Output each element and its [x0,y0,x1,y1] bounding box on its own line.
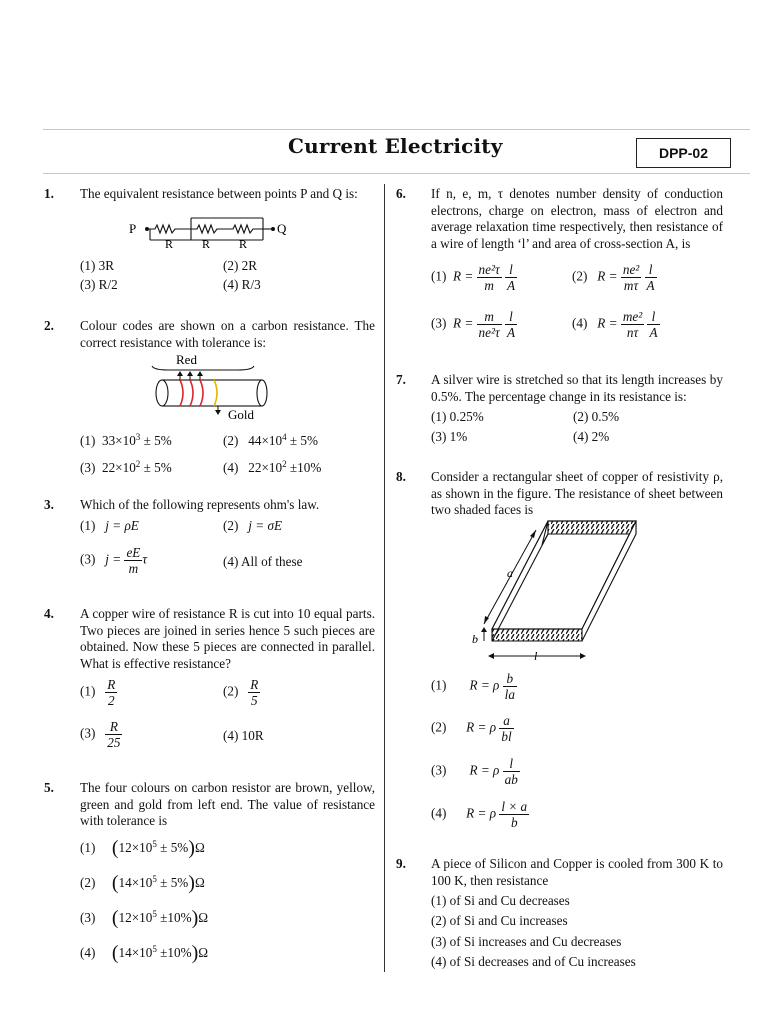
q3-text: Which of the following represents ohm's law. [80,497,320,512]
q1-point-q: Q [277,221,287,236]
q8-option-2-denominator: bl [501,729,512,744]
q8-sheet-figure [466,514,656,664]
q5-option-2-unit: Ω [194,875,205,890]
q1-option-1[interactable]: (1) 3R [80,258,115,273]
q8-option-4-lhs: R = ρ [466,805,497,821]
q6-option-1-frac-a [477,262,502,293]
q8-option-2-number: (2) [431,719,447,735]
q5-option-4-value: 14×10 [118,945,153,960]
q1-option-3[interactable]: (3) R/2 [80,277,118,292]
q8-option-3-lhs: R = ρ [469,762,500,778]
q6-option-3-lhs: R = [452,315,474,331]
q8-option-1-lhs: R = ρ [469,677,500,693]
q2-label-gold: Gold [228,407,254,422]
q8-option-4-fraction [499,799,529,830]
q9-number: 9. [396,856,406,871]
q8-option-2-lhs: R = ρ [466,719,497,735]
header-bottom-rule [43,173,750,174]
q8-label-l: l [534,649,538,663]
q5-option-2-exp: 5 [152,874,157,884]
q5-option-4-rparen: ) [191,942,199,964]
q6-option-1-number: (1) [431,268,447,284]
q6-option-2-num-b: l [645,262,657,278]
q1-option-2[interactable]: (2) 2R [223,258,258,273]
q6-option-4-frac-a [621,309,644,340]
q5-option-4-unit: Ω [198,945,209,960]
q2-option-2-tol: ± 5% [286,433,319,448]
q5-option-3-unit: Ω [198,910,209,925]
q6-option-3[interactable] [431,309,517,340]
q6-option-1-lhs: R = [452,268,474,284]
q8-option-1[interactable] [431,671,517,702]
q6-option-4-den-a: nτ [626,325,639,340]
q4-option-3-fraction [105,719,122,750]
q8-option-1-number: (1) [431,677,447,693]
q3-option-3-lhs: j = [105,551,122,567]
q8-option-1-numerator: b [503,671,517,687]
q6-option-2-lhs: R = [597,268,618,284]
q9-option-3[interactable]: (3) of Si increases and Cu decreases [431,934,622,949]
q2-option-1-value: 33×10 [101,433,136,448]
q2-option-4-tol: ±10% [286,460,322,475]
q5-option-3-rparen: ) [191,907,199,929]
q8-option-3[interactable] [431,756,520,787]
q6-option-4-lhs: R = [597,315,618,331]
q2-option-1[interactable] [80,433,172,450]
q5-option-1-value: 12×10 [118,840,153,855]
q9-text: A piece of Silicon and Copper is cooled from 300 K to 100 K, then resistance [431,856,723,888]
q8-option-4[interactable] [431,799,529,830]
q2-option-2-value: 44×10 [248,433,283,448]
q4-option-3[interactable] [80,719,122,750]
q3-option-4[interactable]: (4) All of these [223,554,303,569]
q6-option-3-frac-b [505,309,517,340]
q2-label-red: Red [176,352,197,367]
q8-label-a: a [507,566,513,580]
q8-option-2-numerator: a [499,713,513,729]
q1-number: 1. [44,186,54,201]
q3-option-3-tau: τ [142,551,148,567]
q5-option-4[interactable] [80,942,209,964]
q6-option-2-num-a: ne² [622,262,640,277]
q5-option-4-lparen: ( [111,942,119,964]
q2-option-1-number: (1) [80,433,96,448]
q3-option-1-formula: j = ρE [105,518,139,533]
q3-option-1-number: (1) [80,518,96,533]
q6-option-3-den-b: A [506,325,516,340]
q9-option-4[interactable]: (4) of Si decreases and of Cu increases [431,954,636,969]
q3-option-2-formula: j = σE [248,518,282,533]
q6-option-4-den-b: A [649,325,658,340]
q6-option-2-number: (2) [572,268,588,284]
q7-option-2[interactable]: (2) 0.5% [573,409,620,424]
q5-option-3-value: 12×10 [118,910,153,925]
q9-option-1[interactable]: (1) of Si and Cu decreases [431,893,570,908]
q1-option-4[interactable]: (4) R/3 [223,277,261,292]
q5-option-2-tol: ± 5% [156,875,189,890]
q3-option-2[interactable] [223,518,282,535]
q1-label-r2: R [202,237,211,249]
q4-option-2-numerator: R [250,677,259,692]
q6-option-2-den-b: A [646,278,655,293]
q2-resistor-figure [148,352,278,424]
column-divider [384,184,385,972]
q4-option-3-denominator: 25 [107,735,121,750]
q5-option-1-lparen: ( [111,837,119,859]
q4-text: A copper wire of resistance R is cut into 10 equal parts. Two pieces are joined in series hence 5 such pieces are obtained. Now these 5 pieces are connected in parallel. What is effective resistance? [80,606,375,671]
q6-option-3-den-a: ne²τ [478,325,500,340]
q3-option-3-numerator: eE [126,545,141,560]
q5-option-1-unit: Ω [194,840,205,855]
q2-option-3-number: (3) [80,460,96,475]
q5-option-1-number: (1) [80,840,96,855]
q8-number: 8. [396,469,406,484]
q5-option-2-number: (2) [80,875,96,890]
q4-option-1-fraction [105,677,117,708]
q3-number: 3. [44,497,54,512]
q8-option-2[interactable] [431,713,514,744]
q2-option-1-exp: 3 [135,432,141,442]
q7-option-4[interactable]: (4) 2% [573,429,610,444]
q5-option-3-tol: ±10% [156,910,192,925]
q1-point-p: P [129,221,137,236]
q6-option-3-frac-a [477,309,502,340]
q4-option-2-number: (2) [223,683,239,699]
q7-text: A silver wire is stretched so that its length increases by 0.5%. The percentage change in its resistance is: [431,372,723,404]
q5-option-3[interactable] [80,907,209,929]
q8-option-3-denominator: ab [504,772,518,787]
q5-option-2-rparen: ) [188,872,195,894]
q5-option-1-rparen: ) [188,837,195,859]
q3-option-3-number: (3) [80,551,96,567]
q5-option-3-exp: 5 [152,909,157,919]
q8-option-3-numerator: l [503,756,520,772]
q2-option-3[interactable] [80,460,172,477]
q8-option-3-number: (3) [431,762,447,778]
q6-option-3-number: (3) [431,315,447,331]
q6-option-2-den-a: mτ [623,278,639,293]
q3-option-2-number: (2) [223,518,239,533]
q9-option-2[interactable]: (2) of Si and Cu increases [431,913,568,928]
q8-text: Consider a rectangular sheet of copper of resistivity ρ, as shown in the figure. The resistance of sheet between two shaded faces is [431,469,723,517]
q6-option-4-num-a: me² [622,309,643,324]
q4-option-3-number: (3) [80,725,96,741]
q3-option-1[interactable] [80,518,139,535]
page-title: Current Electricity [288,134,503,158]
q3-option-3-denominator: m [128,561,139,576]
q1-label-r1: R [165,237,174,249]
header-top-rule [43,129,750,130]
q5-option-2-value: 14×10 [118,875,153,890]
q5-number: 5. [44,780,54,795]
q2-option-4-number: (4) [223,460,239,475]
q5-option-1[interactable] [80,837,205,859]
q2-option-4[interactable] [223,460,321,477]
q6-option-4[interactable] [572,309,660,340]
q4-option-4[interactable]: (4) 10R [223,728,264,743]
q2-option-2[interactable] [223,433,318,450]
q6-option-2-frac-b [645,262,657,293]
q5-option-4-number: (4) [80,945,96,960]
q6-option-1-frac-b [505,262,517,293]
q8-option-3-fraction [503,756,520,787]
q2-option-2-exp: 4 [282,432,287,442]
q4-option-2-denominator: 5 [251,693,258,708]
q4-number: 4. [44,606,54,621]
q4-option-3-numerator: R [105,719,122,735]
q6-text: If n, e, m, τ denotes number density of conduction electrons, charge on electron, mass of electron and average relaxation time respectively, then resistance of a wire of length ‘l’ and area of cross-section A, is [431,186,723,251]
q5-option-3-lparen: ( [111,907,119,929]
q2-number: 2. [44,318,54,333]
q5-option-2[interactable] [80,872,205,894]
q6-option-3-num-a: m [477,309,502,325]
q4-option-1-denominator: 2 [108,693,115,708]
q8-option-2-fraction [499,713,513,744]
q4-option-1[interactable] [80,677,117,708]
q2-text: Colour codes are shown on a carbon resistance. The correct resistance with tolerance is: [80,318,375,350]
q6-option-1-den-b: A [506,278,516,293]
q8-option-4-numerator: l × a [501,799,528,814]
q2-option-4-exp: 2 [282,459,287,469]
q2-option-4-value: 22×10 [248,460,283,475]
q6-option-4-num-b: l [647,309,659,325]
q6-option-4-number: (4) [572,315,588,331]
q5-option-1-exp: 5 [152,839,157,849]
q2-option-3-value: 22×10 [101,460,136,475]
dpp-badge: DPP-02 [636,138,731,168]
q3-option-3-fraction [124,545,142,576]
q8-option-1-fraction [503,671,517,702]
q6-option-1-num-a: ne²τ [478,262,500,277]
q4-option-2[interactable] [223,677,260,708]
q2-option-2-number: (2) [223,433,239,448]
q2-option-3-tol: ± 5% [140,460,172,475]
q1-circuit-figure [125,215,295,249]
q4-option-1-number: (1) [80,683,96,699]
q5-option-4-exp: 5 [152,944,157,954]
q2-option-3-exp: 2 [135,459,141,469]
q5-option-3-number: (3) [80,910,96,925]
q7-number: 7. [396,372,406,387]
q8-option-4-number: (4) [431,805,447,821]
q1-label-r3: R [239,237,248,249]
q8-label-b: b [472,632,478,646]
q4-option-1-numerator: R [107,677,116,692]
q6-option-4-frac-b [647,309,659,340]
q7-option-1[interactable]: (1) 0.25% [431,409,484,424]
q4-option-2-fraction [248,677,260,708]
q8-option-4-denominator: b [510,815,518,830]
q5-option-2-lparen: ( [111,872,119,894]
q6-option-3-num-b: l [505,309,517,325]
q8-option-1-denominator: la [504,687,515,702]
q6-option-1-den-a: m [484,278,494,293]
q6-option-1[interactable] [431,262,517,293]
q2-option-1-tol: ± 5% [140,433,172,448]
q6-option-2-frac-a [621,262,641,293]
q5-option-1-tol: ± 5% [156,840,189,855]
q5-option-4-tol: ±10% [156,945,192,960]
q3-option-3[interactable] [80,545,147,576]
q5-text: The four colours on carbon resistor are brown, yellow, green and gold from left end. The value of resistance with tolerance is [80,780,375,828]
q6-option-2[interactable] [572,262,657,293]
q1-text: The equivalent resistance between points P and Q is: [80,186,358,201]
q6-number: 6. [396,186,406,201]
q6-option-1-num-b: l [505,262,517,278]
q7-option-3[interactable]: (3) 1% [431,429,468,444]
